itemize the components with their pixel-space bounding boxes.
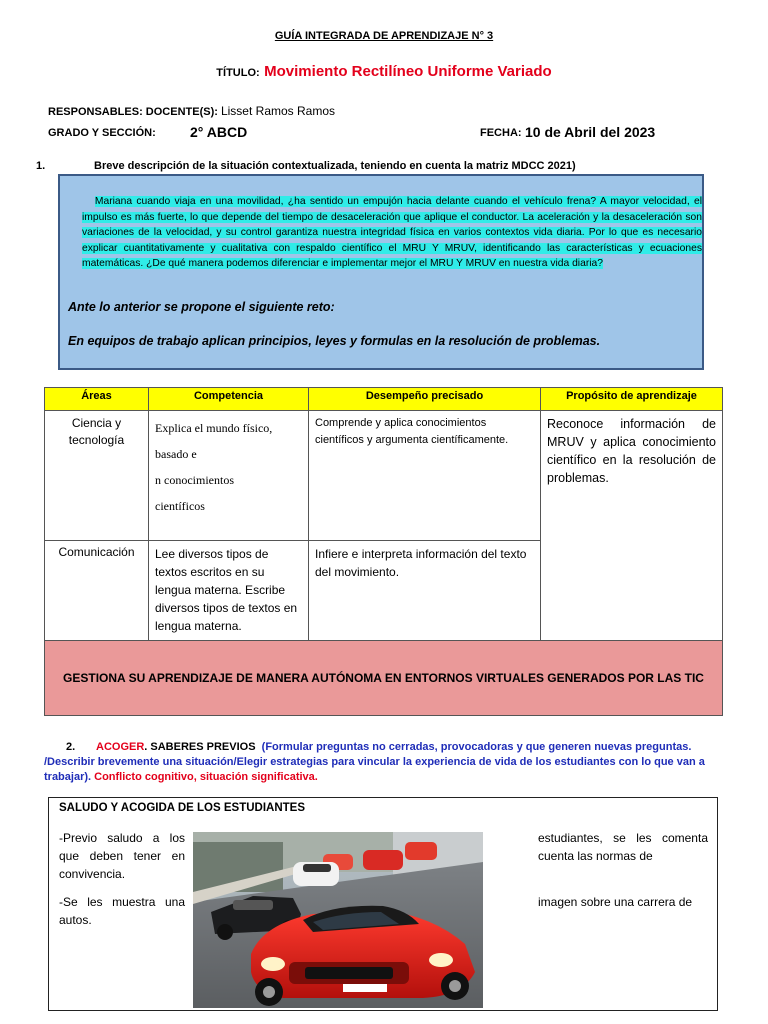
area-comunicacion: Comunicación <box>45 541 149 641</box>
situation-text: Mariana cuando viaja en una movilidad, ¿ha sentido un empujón hacia delante cuando el vehículo frena? A mayor velocidad, el impulso es más fuerte, lo que depende del tiempo de desaceleración que aplique el conductor. La aceleración y la desaceleración son variaciones de la velocidad, y su control garantiza nuestra integridad física en varios contextos vida diaria. Por lo que es necesario explicar cuantitativamente y cualitativa con respaldo científico el MRU Y MRUV, identificando las características y ecuaciones matemáticas. ¿De qué manera podemos diferenciar e implementar mejor el MRU Y MRUV en nuestra vida diaria? <box>82 196 702 269</box>
header-desempeno: Desempeño precisado <box>309 388 541 411</box>
section2-number: 2. <box>66 741 76 753</box>
competencia-line: n conocimientos <box>155 473 234 487</box>
fecha-value: 10 de Abril del 2023 <box>525 124 656 140</box>
titulo-row <box>0 63 768 81</box>
table-footer-row <box>45 641 723 716</box>
reto-text: En equipos de trabajo aplican principios, leyes y formulas en la resolución de problemas. <box>68 334 601 348</box>
situation-paragraph <box>82 194 702 272</box>
section2-instructions: (Formular preguntas no cerradas, provocadoras y que generen nuevas preguntas. /Describir brevemente una situación/Elegir estrategias para vincular la experiencia de vida de los estudiantes con lo que van a trabajar). <box>44 741 705 783</box>
header-competencia: Competencia <box>149 388 309 411</box>
section1-heading <box>36 160 576 172</box>
competencia-line: científicos <box>155 499 205 513</box>
section1-title: Breve descripción de la situación contextualizada, teniendo en cuenta la matriz MDCC 2021) <box>94 160 576 172</box>
section2-conflicto: Conflicto cognitivo, situación significativa. <box>94 771 318 783</box>
competencia-comunicacion: Lee diversos tipos de textos escritos en su lengua materna. Escribe diversos tipos de textos en lengua materna. <box>149 541 309 641</box>
grado-label: GRADO Y SECCIÓN: <box>48 127 156 139</box>
header-areas: Áreas <box>45 388 149 411</box>
saludo-heading: SALUDO Y ACOGIDA DE LOS ESTUDIANTES <box>59 802 305 814</box>
titulo-label: TÍTULO: <box>216 67 260 79</box>
responsables-row <box>48 104 335 118</box>
section2-heading <box>44 740 724 785</box>
table-header-row <box>45 388 723 411</box>
saludo-left-1: -Previo saludo a los que deben tener en convivencia. <box>59 831 185 881</box>
area-ciencia: Ciencia y tecnología <box>45 411 149 541</box>
competencia-line: basado e <box>155 447 197 461</box>
saludo-left-2: -Se les muestra una autos. <box>59 895 185 927</box>
responsables-label: RESPONSABLES: DOCENTE(S): <box>48 106 218 118</box>
saludo-right-1: estudiantes, se les comenta cuenta las normas de <box>538 831 708 863</box>
situation-box <box>58 174 704 370</box>
header-proposito: Propósito de aprendizaje <box>541 388 723 411</box>
saludo-right-2: imagen sobre una carrera de <box>538 895 693 909</box>
document-title: GUÍA INTEGRADA DE APRENDIZAJE N° 3 <box>274 30 494 42</box>
competencia-line: Explica el mundo físico, <box>155 421 273 435</box>
desempeno-ciencia: Comprende y aplica conocimientos científicos y argumenta científicamente. <box>309 411 541 541</box>
reto-intro: Ante lo anterior se propone el siguiente reto: <box>68 300 335 314</box>
saludo-box <box>48 797 718 1011</box>
proposito-cell: Reconoce información de MRUV y aplica conocimiento científico en la resolución de problemas. <box>541 411 723 641</box>
grado-value: 2° ABCD <box>190 124 248 140</box>
saberes-label: . SABERES PREVIOS <box>144 741 256 753</box>
gestiona-text: GESTIONA SU APRENDIZAJE DE MANERA AUTÓNOMA EN ENTORNOS VIRTUALES GENERADOS POR LAS TIC <box>45 641 723 716</box>
table-row <box>45 411 723 541</box>
race-cars-photo <box>193 832 483 1008</box>
section1-number: 1. <box>36 160 46 172</box>
fecha-label: FECHA: <box>480 127 522 139</box>
acoger-label: ACOGER <box>96 741 145 753</box>
responsables-value: Lisset Ramos Ramos <box>220 104 336 118</box>
desempeno-comunicacion: Infiere e interpreta información del texto del movimiento. <box>309 541 541 641</box>
competencias-table <box>44 387 723 716</box>
competencia-ciencia <box>149 411 309 541</box>
titulo-value: Movimiento Rectilíneo Uniforme Variado <box>264 63 552 80</box>
